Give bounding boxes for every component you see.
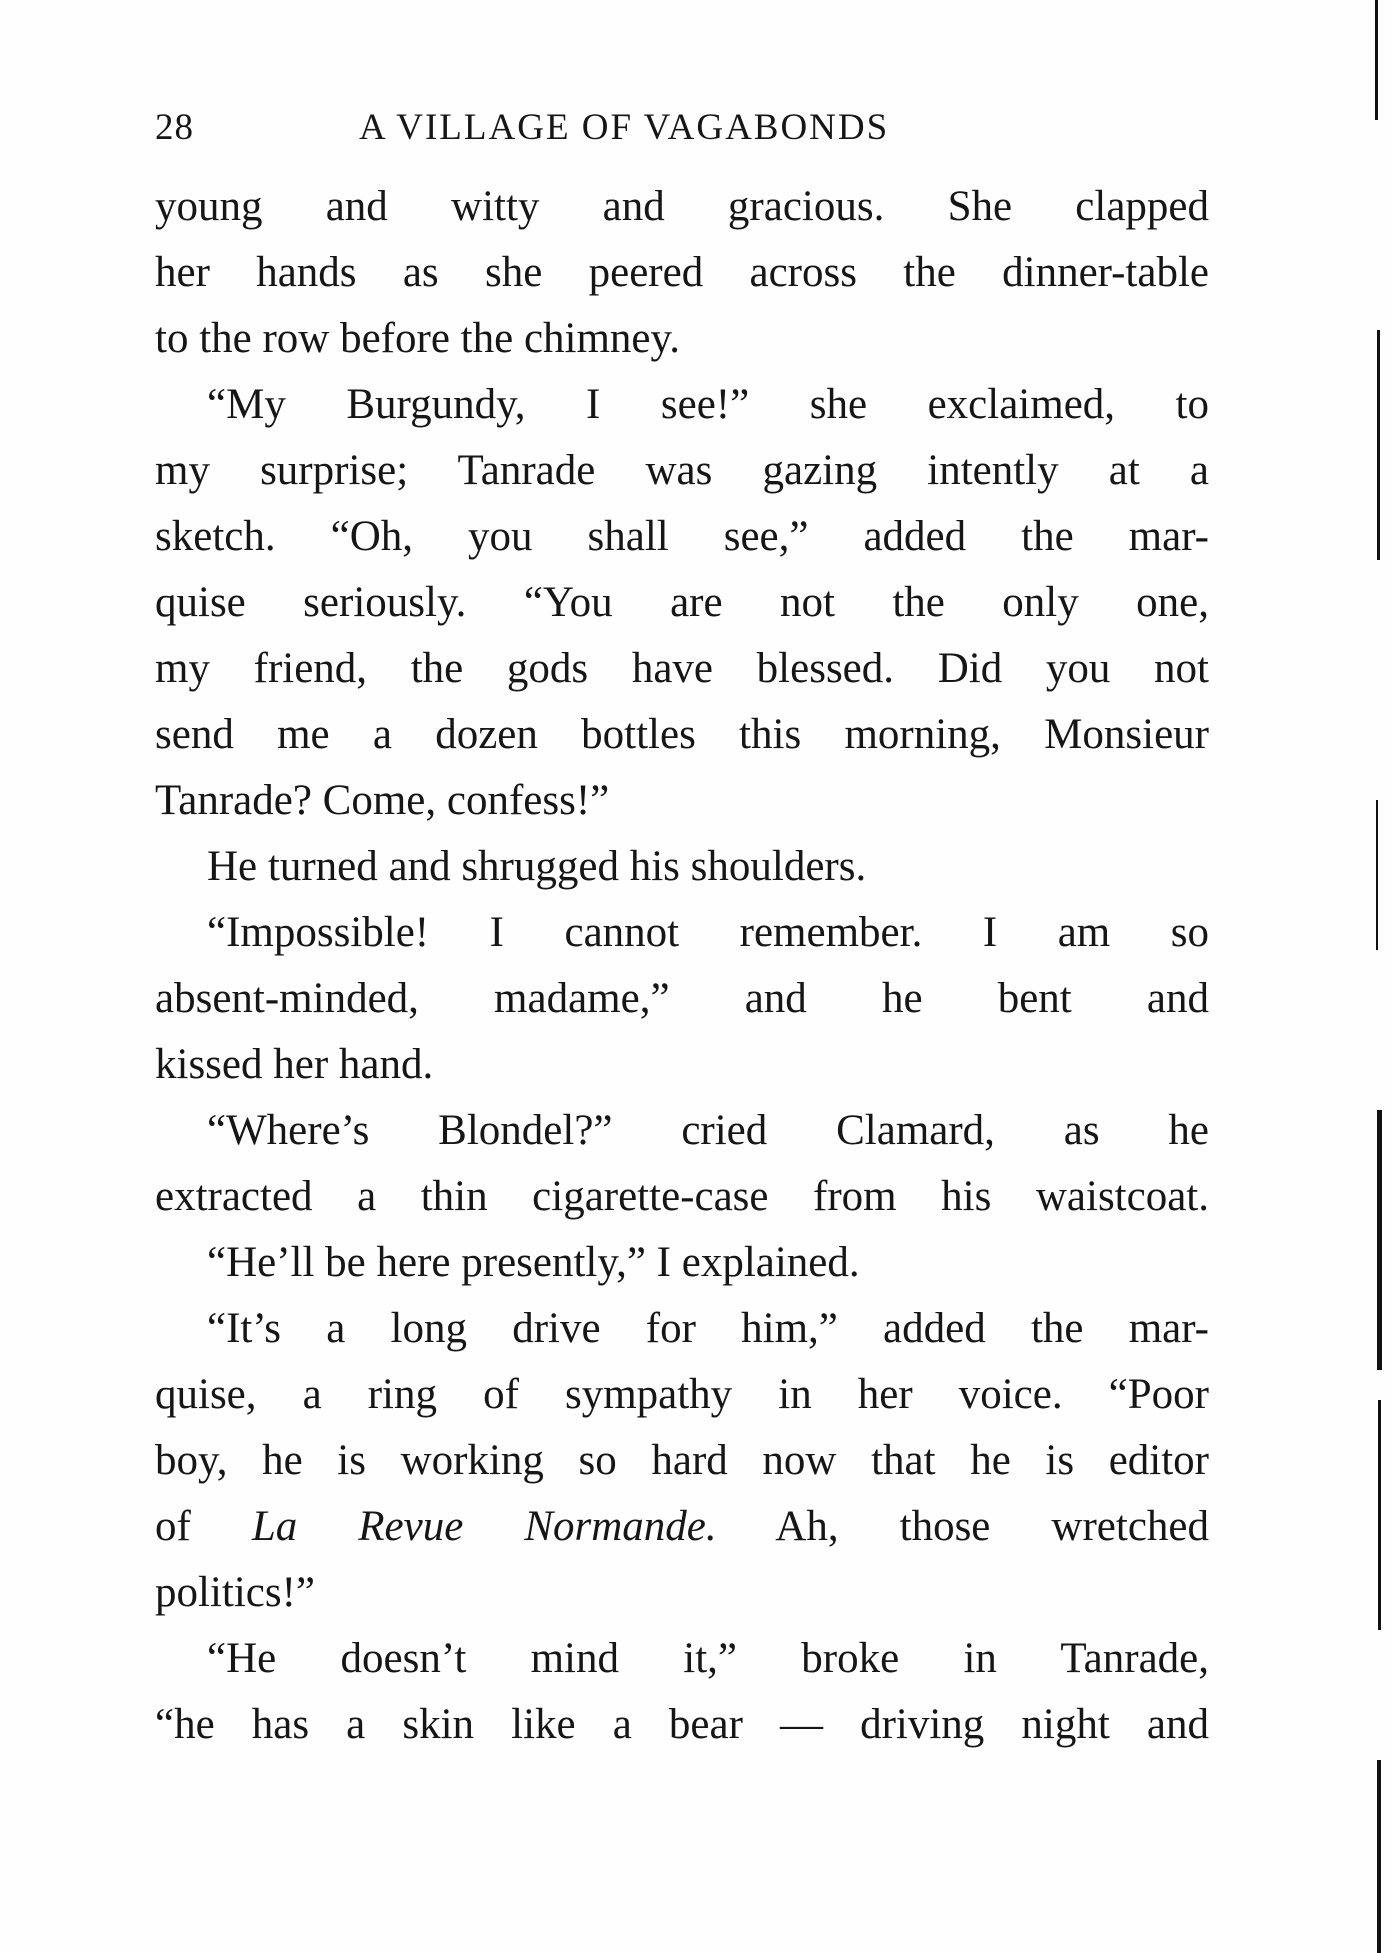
italic-title: La Revue Normande. [251, 1503, 717, 1550]
text-line [155, 1494, 1209, 1560]
text-line: He turned and shrugged his shoulders. [207, 843, 867, 890]
page-header [155, 100, 1215, 156]
text-line: quise seriously. “You are not the only one, [155, 579, 1209, 626]
text-line: kissed her hand. [155, 1041, 434, 1088]
text-line: boy, he is working so hard now that he is editor [155, 1437, 1209, 1484]
text-line: her hands as she peered across the dinner-table [155, 249, 1209, 296]
text-line: absent-minded, madame,” and he bent and [155, 975, 1209, 1022]
text-line: my surprise; Tanrade was gazing intently at a [155, 447, 1209, 494]
text-line: young and witty and gracious. She clapped [155, 183, 1209, 230]
text-line: sketch. “Oh, you shall see,” added the mar- [155, 513, 1209, 560]
text-line: quise, a ring of sympathy in her voice. “Poor [155, 1371, 1209, 1418]
text-line: “It’s a long drive for him,” added the mar- [207, 1305, 1209, 1352]
text-run: Ah, those wretched [716, 1503, 1209, 1550]
text-run: of [155, 1503, 252, 1550]
text-line: “He doesn’t mind it,” broke in Tanrade, [207, 1635, 1209, 1682]
body-text [155, 174, 1209, 1758]
text-line: extracted a thin cigarette-case from his waistcoat. [155, 1173, 1209, 1220]
running-title: A VILLAGE OF VAGABONDS [359, 107, 890, 148]
text-line: “Impossible! I cannot remember. I am so [207, 909, 1209, 956]
text-line: “He’ll be here presently,” I explained. [207, 1239, 860, 1286]
page-edge-shadow [1365, 0, 1391, 1953]
text-line: send me a dozen bottles this morning, Monsieur [155, 711, 1209, 758]
text-line: to the row before the chimney. [155, 315, 680, 362]
page-number: 28 [155, 107, 194, 148]
text-line: Tanrade? Come, confess!” [155, 777, 610, 824]
text-line: “My Burgundy, I see!” she exclaimed, to [207, 381, 1209, 428]
text-line: “he has a skin like a bear — driving night and [155, 1701, 1209, 1748]
text-line: my friend, the gods have blessed. Did you not [155, 645, 1209, 692]
text-line: politics!” [155, 1569, 316, 1616]
text-line: “Where’s Blondel?” cried Clamard, as he [207, 1107, 1209, 1154]
